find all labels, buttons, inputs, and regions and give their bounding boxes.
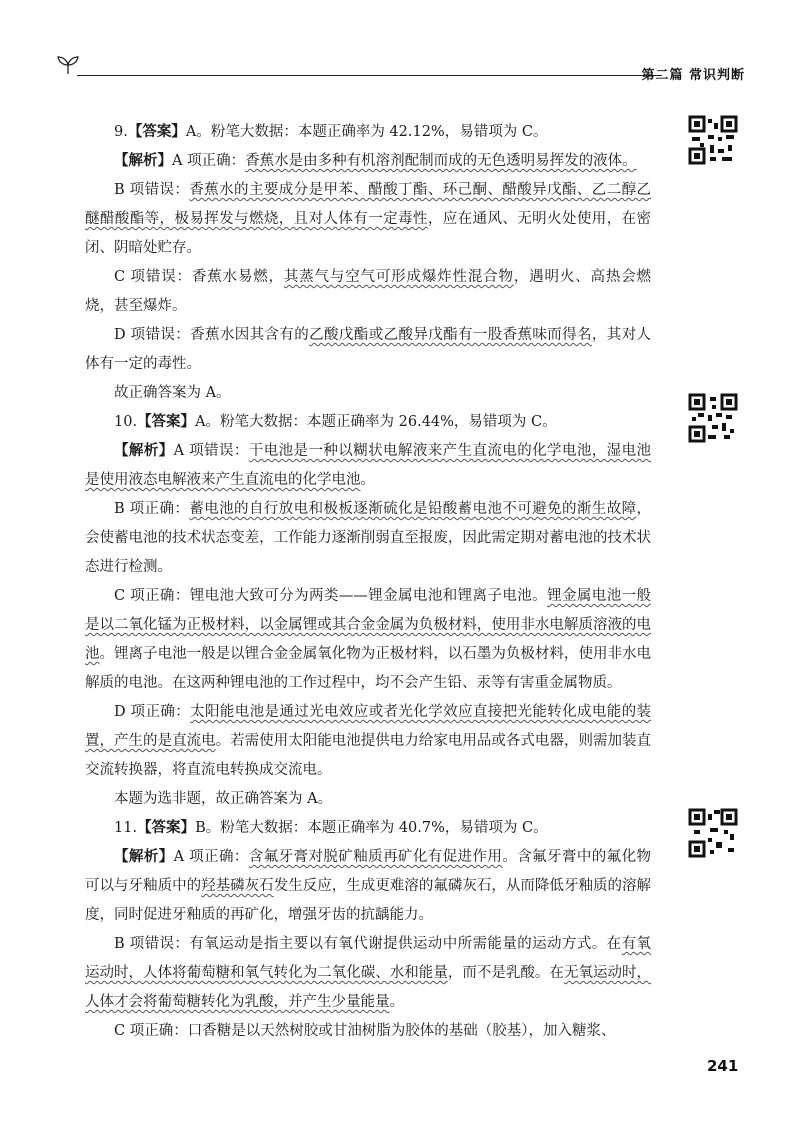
answer-line: 9.【答案】A。粉笔大数据：本题正确率为 42.12%，易错项为 C。 (114, 124, 548, 140)
qr-code-icon[interactable] (688, 115, 738, 165)
analysis-a: 【解析】A 项正确：香蕉水是由多种有机溶剂配制而成的无色透明易挥发的液体。 (114, 153, 637, 169)
answer-tag: 【答案】 (137, 414, 196, 430)
page-number: 241 (707, 1057, 739, 1075)
analysis-b: B 项错误：香蕉水的主要成分是甲苯、醋酸丁酯、环己酮、醋酸异戊酯、乙二醇乙醚醋酸酯等，极易挥发与燃烧，且对人体有一定毒性，应在通风、无明火处使用，在密闭、阴暗处贮存。 (85, 182, 652, 256)
analysis-c: C 项错误：香蕉水易燃，其蒸气与空气可形成爆炸性混合物，遇明火、高热会燃烧，甚至爆炸。 (85, 269, 652, 314)
section-title: 第二篇 常识判断 (641, 68, 745, 83)
answer-tag: 【答案】 (127, 124, 186, 140)
analysis-tag: 【解析】 (114, 153, 172, 169)
sprout-logo-icon (55, 54, 81, 76)
qr-code-icon[interactable] (688, 393, 738, 443)
analysis-b: B 项错误：有氧运动是指主要以有氧代谢提供运动中所需能量的运动方式。在有氧运动时，人体将葡萄糖和氧气转化为二氧化碳、水和能量，而不是乳酸。在无氧运动时，人体才会将葡萄糖转化为乳酸，并产生少量能量。 (85, 936, 652, 1010)
analysis-tag: 【解析】 (114, 849, 174, 865)
analysis-d: D 项正确：太阳能电池是通过光电效应或者光化学效应直接把光能转化成电能的装置，产生的是直流电。若需使用太阳能电池提供电力给家电用品或各式电器，则需加装直交流转换器，将直流电转换成交流电。 (85, 704, 652, 778)
analysis-a: 【解析】A 项正确：含氟牙膏对脱矿釉质再矿化有促进作用。含氟牙膏中的氟化物可以与牙釉质中的羟基磷灰石发生反应，生成更难溶的氟磷灰石，从而降低牙釉质的溶解度，同时促进牙釉质的再矿化，增强牙齿的抗龋能力。 (85, 849, 652, 923)
conclusion: 本题为选非题，故正确答案为 A。 (114, 791, 333, 807)
analysis-c: C 项正确：锂电池大致可分为两类——锂金属电池和锂离子电池。锂金属电池一般是以二氧化锰为正极材料，以金属锂或其合金金属为负极材料，使用非水电解质溶液的电池。锂离子电池一般是以锂合金金属氧化物为正极材料，以石墨为负极材料，使用非水电解质的电池。在这两种锂电池的工作过程中，均不会产生铅、汞等有害重金属物质。 (85, 588, 652, 691)
page-header (55, 54, 745, 84)
conclusion: 故正确答案为 A。 (114, 385, 231, 401)
analysis-b: B 项正确：蓄电池的自行放电和极板逐渐硫化是铅酸蓄电池不可避免的渐生故障，会使蓄电池的技术状态变差，工作能力逐渐削弱直至报废，因此需定期对蓄电池的技术状态进行检测。 (85, 501, 652, 575)
answer-explanations (85, 118, 651, 1046)
header-rule (77, 75, 662, 76)
qr-code-icon[interactable] (688, 808, 738, 858)
analysis-a: 【解析】A 项错误：干电池是一种以糊状电解液来产生直流电的化学电池，湿电池是使用液态电解液来产生直流电的化学电池。 (85, 443, 651, 488)
answer-line: 10.【答案】A。粉笔大数据：本题正确率为 26.44%，易错项为 C。 (114, 414, 557, 430)
answer-line: 11.【答案】B。粉笔大数据：本题正确率为 40.7%，易错项为 C。 (114, 820, 548, 836)
analysis-d: D 项错误：香蕉水因其含有的乙酸戊酯或乙酸异戊酯有一股香蕉味而得名，其对人体有一定的毒性。 (85, 327, 652, 372)
analysis-tag: 【解析】 (114, 443, 174, 459)
answer-tag: 【答案】 (137, 820, 196, 836)
analysis-c: C 项正确：口香糖是以天然树胶或甘油树脂为胶体的基础（胶基），加入糖浆、 (114, 1023, 616, 1039)
